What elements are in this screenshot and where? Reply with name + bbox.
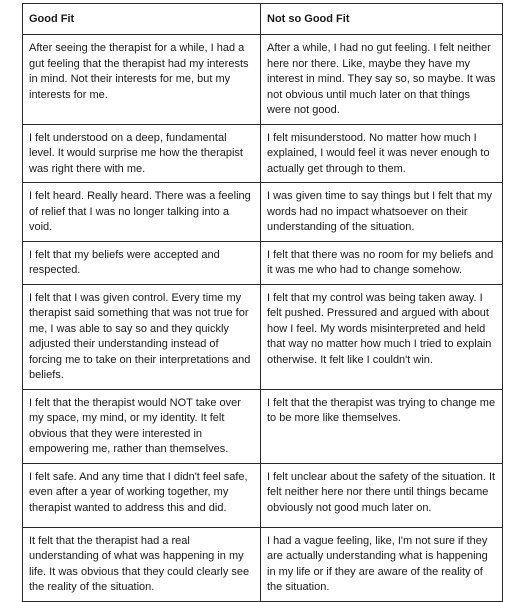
- not-good-fit-cell: I felt misunderstood. No matter how much I explained, I would feel it was never enough to actually get through to them.: [261, 124, 503, 183]
- good-fit-cell: I felt that I was given control. Every time my therapist said something that was not true for me, I was able to say so and they quickly adjusted their understanding instead of forcing me to take on their interpretations and beliefs.: [23, 284, 261, 389]
- table-row: [23, 241, 503, 284]
- not-good-fit-cell: I had a vague feeling, like, I'm not sure if they are actually understanding what is happening in my life or if they are aware of the reality of the situation.: [261, 527, 503, 601]
- good-fit-cell: I felt understood on a deep, fundamental level. It would surprise me how the therapist was right there with me.: [23, 124, 261, 183]
- table-row: [23, 389, 503, 463]
- good-fit-cell: It felt that the therapist had a real understanding of what was happening in my life. It was obvious that they could clearly see the reality of the situation.: [23, 527, 261, 601]
- good-fit-cell: I felt safe. And any time that I didn't feel safe, even after a year of working together, my therapist wanted to address this and did.: [23, 463, 261, 527]
- table-row: [23, 35, 503, 125]
- header-not-so-good-fit: Not so Good Fit: [261, 4, 503, 35]
- not-good-fit-cell: I felt that there was no room for my beliefs and it was me who had to change somehow.: [261, 241, 503, 284]
- table-row: [23, 284, 503, 389]
- good-fit-cell: I felt that my beliefs were accepted and respected.: [23, 241, 261, 284]
- comparison-table: [22, 3, 503, 602]
- good-fit-cell: I felt that the therapist would NOT take over my space, my mind, or my identity. It felt obvious that they were interested in empowering me, rather than themselves.: [23, 389, 261, 463]
- table-row: [23, 463, 503, 527]
- not-good-fit-cell: I felt that my control was being taken away. I felt pushed. Pressured and argued with about how I feel. My words misinterpreted and held that way no matter how much I tried to explain otherwise. It felt like I couldn't win.: [261, 284, 503, 389]
- good-fit-cell: I felt heard. Really heard. There was a feeling of relief that I was no longer talking into a void.: [23, 183, 261, 242]
- header-good-fit: Good Fit: [23, 4, 261, 35]
- table-header-row: [23, 4, 503, 35]
- not-good-fit-cell: I felt unclear about the safety of the situation. It felt neither here nor there until things became obviously not good much later on.: [261, 463, 503, 527]
- not-good-fit-cell: I felt that the therapist was trying to change me to be more like themselves.: [261, 389, 503, 463]
- not-good-fit-cell: After a while, I had no gut feeling. I felt neither here nor there. Like, maybe they have my interest in mind. They say so, so maybe. It was not obvious until much later on that things were not good.: [261, 35, 503, 125]
- table-row: [23, 527, 503, 601]
- not-good-fit-cell: I was given time to say things but I felt that my words had no impact whatsoever on their understanding of the situation.: [261, 183, 503, 242]
- table-row: [23, 183, 503, 242]
- good-fit-cell: After seeing the therapist for a while, I had a gut feeling that the therapist had my interests in mind. Not their interests for me, but my interests for me.: [23, 35, 261, 125]
- comparison-table-container: [22, 3, 502, 602]
- table-row: [23, 124, 503, 183]
